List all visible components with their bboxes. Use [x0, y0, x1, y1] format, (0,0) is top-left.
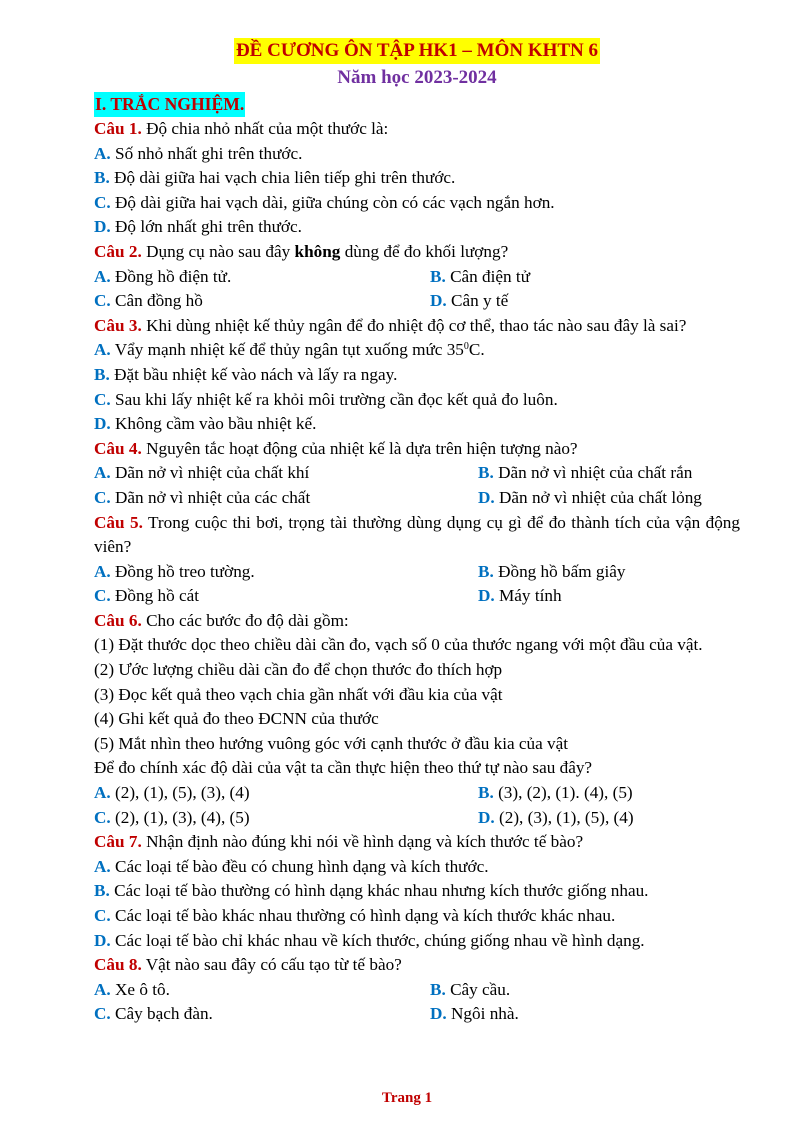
- q4-options-row-1: [94, 461, 740, 486]
- q8-option-a: [94, 978, 430, 1003]
- option-letter: B.: [478, 561, 494, 581]
- q1-option-d: [94, 215, 740, 240]
- option-text: Các loại tế bào đều có chung hình dạng và kích thước.: [115, 856, 489, 876]
- option-text: Đồng hồ bấm giây: [498, 561, 626, 581]
- section-row: [94, 92, 740, 117]
- question-label: Câu 7.: [94, 832, 142, 852]
- q7-option-d: [94, 929, 740, 954]
- step-5: (5) Mắt nhìn theo hướng vuông góc với cạnh thước ở đầu kia của vật: [94, 733, 569, 753]
- school-year: Năm học 2023-2024: [337, 67, 497, 88]
- option-text: Dãn nở vì nhiệt của chất lỏng: [499, 487, 702, 507]
- option-text: (2), (1), (5), (3), (4): [115, 783, 250, 803]
- q7-option-b: [94, 879, 740, 904]
- option-letter: C.: [94, 389, 111, 409]
- option-text: Các loại tế bào thường có hình dạng khác nhau nhưng kích thước giống nhau.: [114, 881, 649, 901]
- option-text: Máy tính: [499, 586, 562, 606]
- q6-option-d: [478, 806, 634, 831]
- q4-option-b: [478, 461, 692, 486]
- option-letter: C.: [94, 1004, 111, 1024]
- title-row: [94, 38, 740, 64]
- option-text: Không cầm vào bầu nhiệt kế.: [115, 414, 317, 434]
- question-7: [94, 830, 740, 855]
- q8-options-row-1: [94, 978, 740, 1003]
- question-text: Dụng cụ nào sau đây: [146, 241, 291, 261]
- question-text: Nhận định nào đúng khi nói về hình dạng và kích thước tế bào?: [146, 832, 584, 852]
- option-text: Các loại tế bào khác nhau thường có hình dạng và kích thước khác nhau.: [115, 906, 616, 925]
- option-text: Cây bạch đàn.: [115, 1004, 213, 1024]
- option-letter: D.: [478, 807, 495, 827]
- step-4: (4) Ghi kết quả đo theo ĐCNN của thước: [94, 709, 379, 729]
- option-text: Vẩy mạnh nhiệt kế để thủy ngân tụt xuống mức 35: [114, 340, 464, 360]
- q2-option-b: [430, 265, 530, 290]
- question-text: Trong cuộc thi bơi, trọng tài thường dùng dụng cụ gì để đo thành tích của vận động viên?: [94, 512, 740, 557]
- q6-option-b: [478, 781, 633, 806]
- option-text: (3), (2), (1). (4), (5): [498, 783, 633, 803]
- q4-option-c: [94, 486, 478, 511]
- option-letter: C.: [94, 586, 111, 606]
- q2-option-d: [430, 289, 508, 314]
- question-1: [94, 117, 740, 142]
- option-text: Dãn nở vì nhiệt của chất khí: [115, 463, 310, 483]
- option-text: Xe ô tô.: [115, 979, 170, 999]
- q4-option-d: [478, 486, 702, 511]
- option-letter: B.: [478, 463, 494, 483]
- q6-options-row-2: [94, 806, 740, 831]
- q3-option-c: [94, 388, 740, 413]
- option-letter: C.: [94, 192, 111, 212]
- option-text: Độ dài giữa hai vạch dài, giữa chúng còn có các vạch ngắn hơn.: [115, 192, 555, 212]
- q8-option-d: [430, 1002, 519, 1027]
- section-heading: I. TRẮC NGHIỆM.: [94, 92, 245, 117]
- option-letter: A.: [94, 979, 111, 999]
- step-3: (3) Đọc kết quả theo vạch chia gần nhất với đầu kia của vật: [94, 684, 503, 704]
- question-text: Nguyên tắc hoạt động của nhiệt kế là dựa trên hiện tượng nào?: [146, 438, 578, 458]
- q5-option-a: [94, 560, 478, 585]
- option-letter: A.: [94, 143, 111, 163]
- q2-options-row-2: [94, 289, 740, 314]
- option-letter: B.: [94, 881, 110, 901]
- question-text: Khi dùng nhiệt kế thủy ngân để đo nhiệt độ cơ thể, thao tác nào sau đây là sai?: [146, 315, 687, 335]
- option-text: Độ dài giữa hai vạch chia liên tiếp ghi trên thước.: [114, 168, 456, 188]
- question-3: [94, 314, 740, 339]
- question-text: dùng để đo khối lượng?: [344, 241, 509, 261]
- option-letter: C.: [94, 487, 111, 507]
- q8-option-c: [94, 1002, 430, 1027]
- option-text: Ngôi nhà.: [451, 1004, 519, 1024]
- q1-option-c: [94, 191, 740, 216]
- option-letter: C.: [94, 906, 111, 925]
- question-label: Câu 6.: [94, 610, 142, 630]
- step-2: (2) Ước lượng chiều dài cần đo để chọn thước đo thích hợp: [94, 660, 503, 680]
- q5-options-row-2: [94, 584, 740, 609]
- question-text: Cho các bước đo độ dài gồm:: [146, 610, 349, 630]
- option-text: Cây cầu.: [450, 979, 511, 999]
- question-text: Vật nào sau đây có cấu tạo từ tế bào?: [145, 955, 402, 975]
- q3-option-b: [94, 363, 740, 388]
- question-label: Câu 5.: [94, 512, 143, 532]
- q1-option-a: [94, 142, 740, 167]
- q6-option-a: [94, 781, 478, 806]
- q1-option-b: [94, 166, 740, 191]
- q6-options-row-1: [94, 781, 740, 806]
- q3-option-a: [94, 338, 740, 363]
- option-letter: A.: [94, 266, 111, 286]
- option-letter: D.: [430, 291, 447, 311]
- option-letter: D.: [478, 487, 495, 507]
- q5-option-b: [478, 560, 626, 585]
- option-text: Cân điện tử: [450, 266, 531, 286]
- question-text: Độ chia nhỏ nhất của một thước là:: [146, 119, 389, 138]
- q8-option-b: [430, 978, 510, 1003]
- q8-options-row-2: [94, 1002, 740, 1027]
- q7-option-a: [94, 855, 740, 880]
- option-letter: B.: [478, 783, 494, 803]
- option-letter: B.: [430, 979, 446, 999]
- q4-options-row-2: [94, 486, 740, 511]
- option-letter: D.: [478, 586, 495, 606]
- option-text: Cân y tế: [451, 291, 509, 311]
- option-letter: C.: [94, 291, 111, 311]
- question-6-prompt: Để đo chính xác độ dài của vật ta cần thực hiện theo thứ tự nào sau đây?: [94, 758, 593, 778]
- option-letter: B.: [94, 168, 110, 188]
- option-letter: B.: [430, 266, 446, 286]
- option-letter: B.: [94, 364, 110, 384]
- option-text: Sau khi lấy nhiệt kế ra khỏi môi trường cần đọc kết quả đo luôn.: [115, 389, 558, 409]
- option-text: (2), (1), (3), (4), (5): [115, 807, 250, 827]
- subtitle-row: [94, 64, 740, 92]
- question-emphasis: không: [294, 241, 341, 261]
- q2-option-c: [94, 289, 430, 314]
- option-letter: A.: [94, 856, 111, 876]
- option-text: Đồng hồ cát: [115, 586, 200, 606]
- option-text: Độ lớn nhất ghi trên thước.: [115, 217, 302, 237]
- option-letter: D.: [430, 1004, 447, 1024]
- option-letter: A.: [94, 561, 111, 581]
- option-letter: A.: [94, 463, 111, 483]
- q5-option-c: [94, 584, 478, 609]
- question-label: Câu 2.: [94, 241, 142, 261]
- question-label: Câu 3.: [94, 315, 142, 335]
- option-text: Dãn nở vì nhiệt của các chất: [115, 487, 311, 507]
- option-letter: D.: [94, 217, 111, 237]
- q2-option-a: [94, 265, 430, 290]
- degree-superscript: 0: [463, 341, 469, 353]
- option-letter: D.: [94, 414, 111, 434]
- q6-option-c: [94, 806, 478, 831]
- option-text: Đặt bầu nhiệt kế vào nách và lấy ra ngay.: [114, 364, 398, 384]
- question-2: [94, 240, 740, 265]
- question-4: [94, 437, 740, 462]
- question-label: Câu 4.: [94, 438, 142, 458]
- q2-options-row-1: [94, 265, 740, 290]
- option-letter: A.: [94, 783, 111, 803]
- option-text: Cân đồng hồ: [115, 291, 203, 311]
- question-label: Câu 8.: [94, 955, 142, 975]
- q7-option-c: [94, 904, 740, 929]
- question-label: Câu 1.: [94, 119, 142, 138]
- question-8: [94, 953, 740, 978]
- option-text: Đồng hồ treo tường.: [115, 561, 255, 581]
- option-text: (2), (3), (1), (5), (4): [499, 807, 634, 827]
- option-text: Số nhỏ nhất ghi trên thước.: [115, 143, 303, 163]
- q5-options-row-1: [94, 560, 740, 585]
- document-title: ĐỀ CƯƠNG ÔN TẬP HK1 – MÔN KHTN 6: [234, 38, 600, 64]
- option-text-unit: C.: [468, 340, 485, 360]
- option-text: Các loại tế bào chỉ khác nhau về kích thước, chúng giống nhau về hình dạng.: [115, 930, 645, 950]
- option-text: Dãn nở vì nhiệt của chất rắn: [498, 463, 693, 483]
- q5-option-d: [478, 584, 562, 609]
- option-text: Đồng hồ điện tử.: [115, 266, 232, 286]
- question-6: [94, 609, 740, 634]
- page-number: Trang 1: [381, 1090, 433, 1106]
- question-5: [94, 511, 740, 560]
- option-letter: C.: [94, 807, 111, 827]
- q4-option-a: [94, 461, 478, 486]
- q3-option-d: [94, 412, 740, 437]
- option-letter: A.: [94, 340, 111, 360]
- document-page: [94, 38, 740, 1027]
- step-1: (1) Đặt thước dọc theo chiều dài cần đo, vạch số 0 của thước ngang với một đầu của vật.: [94, 635, 703, 655]
- option-letter: D.: [94, 930, 111, 950]
